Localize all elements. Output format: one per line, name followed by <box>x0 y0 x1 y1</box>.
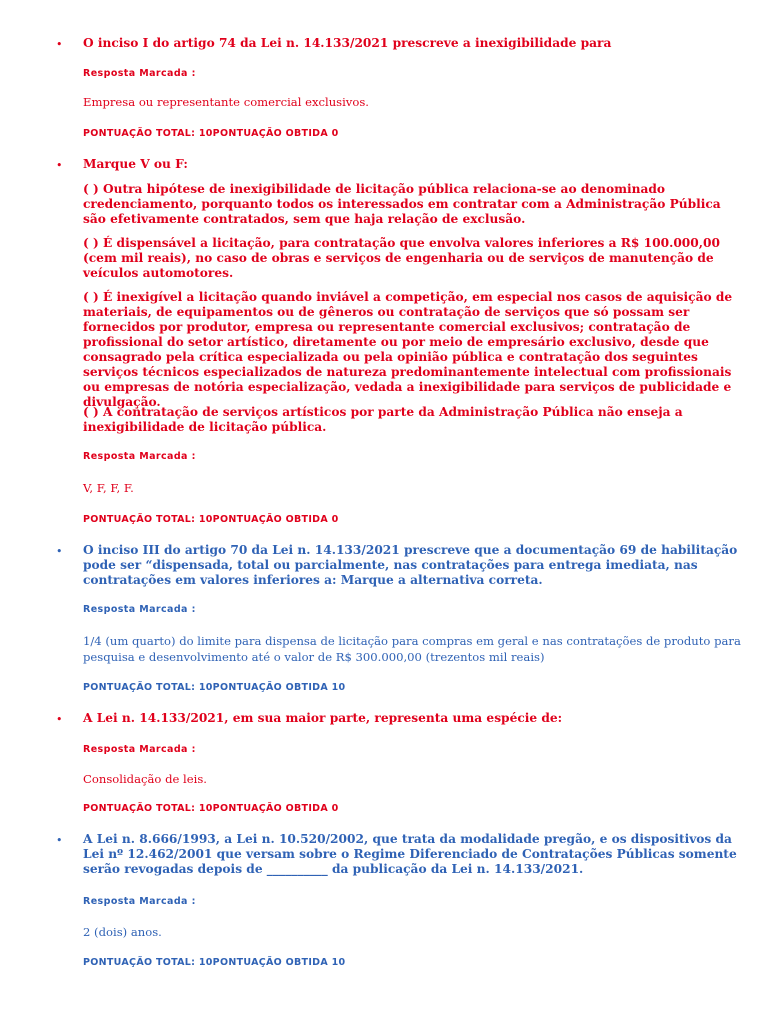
bullet: • <box>56 834 63 847</box>
score-line: PONTUAÇÃO TOTAL: 10PONTUAÇÃO OBTIDA 0 <box>83 803 339 814</box>
answer-label: Resposta Marcada : <box>83 604 196 615</box>
answer-label: Resposta Marcada : <box>83 744 196 755</box>
question-text: A Lei n. 14.133/2021, em sua maior parte, representa uma espécie de: <box>83 711 563 725</box>
option-1: ( ) Outra hipótese de inexigibilidade de licitação pública relaciona-se ao denominado credenciamento, porquanto todos os interessados em contratar com a Administração Pública são efetivamente contratados, sem que haja relação de exclusão. <box>83 182 721 226</box>
option-4: ( ) A contratação de serviços artísticos por parte da Administração Pública não enseja a inexigibilidade de licitação pública. <box>83 405 683 434</box>
score-line: PONTUAÇÃO TOTAL: 10PONTUAÇÃO OBTIDA 0 <box>83 128 339 139</box>
marked-answer: Consolidação de leis. <box>83 772 207 786</box>
bullet: • <box>56 545 63 558</box>
score-line: PONTUAÇÃO TOTAL: 10PONTUAÇÃO OBTIDA 10 <box>83 957 346 968</box>
option-2: ( ) É dispensável a licitação, para contratação que envolva valores inferiores a R$ 100.000,00 (cem mil reais), no caso de obras e serviços de engenharia ou de serviços de manutenção de veículos automotores. <box>83 236 720 280</box>
bullet: • <box>56 713 63 726</box>
answer-label: Resposta Marcada : <box>83 451 196 462</box>
marked-answer: Empresa ou representante comercial exclusivos. <box>83 95 369 109</box>
bullet: • <box>56 38 63 51</box>
marked-answer: 1/4 (um quarto) do limite para dispensa de licitação para compras em geral e nas contratações de produto para pesquisa e desenvolvimento até o valor de R$ 300.000,00 (trezentos mil reais) <box>83 634 741 664</box>
answer-label: Resposta Marcada : <box>83 896 196 907</box>
score-line: PONTUAÇÃO TOTAL: 10PONTUAÇÃO OBTIDA 10 <box>83 682 346 693</box>
answer-label: Resposta Marcada : <box>83 68 196 79</box>
question-text: O inciso I do artigo 74 da Lei n. 14.133/2021 prescreve a inexigibilidade para <box>83 36 612 50</box>
question-text: O inciso III do artigo 70 da Lei n. 14.133/2021 prescreve que a documentação 69 de habilitação pode ser “dispensada, total ou parcialmente, nas contratações para entrega imediata, nas contratações em valores inferiores a: Marque a alternativa correta. <box>83 543 738 587</box>
marked-answer: 2 (dois) anos. <box>83 925 162 939</box>
question-text: Marque V ou F: <box>83 157 188 171</box>
bullet: • <box>56 159 63 172</box>
option-3: ( ) É inexigível a licitação quando inviável a competição, em especial nos casos de aquisição de materiais, de equipamentos ou de gêneros ou contratação de serviços que só possam ser fornecidos por produtor, empresa ou representante comercial exclusivos; contratação de profissional do setor artístico, diretamente ou por meio de empresário exclusivo, desde que consagrado pela crítica especializada ou pela opinião pública e contratação dos seguintes serviços técnicos especializados de natureza predominantemente intelectual com profissionais ou empresas de notória especialização, vedada a inexigibilidade para serviços de publicidade e divulgação. <box>83 290 733 409</box>
marked-answer: V, F, F, F. <box>83 481 134 495</box>
question-text: A Lei n. 8.666/1993, a Lei n. 10.520/2002, que trata da modalidade pregão, e os dispositivos da Lei nº 12.462/2001 que versam sobre o Regime Diferenciado de Contratações Públicas somente serão revogadas depois de __________ da publicação da Lei n. 14.133/2021. <box>83 832 737 876</box>
score-line: PONTUAÇÃO TOTAL: 10PONTUAÇÃO OBTIDA 0 <box>83 514 339 525</box>
